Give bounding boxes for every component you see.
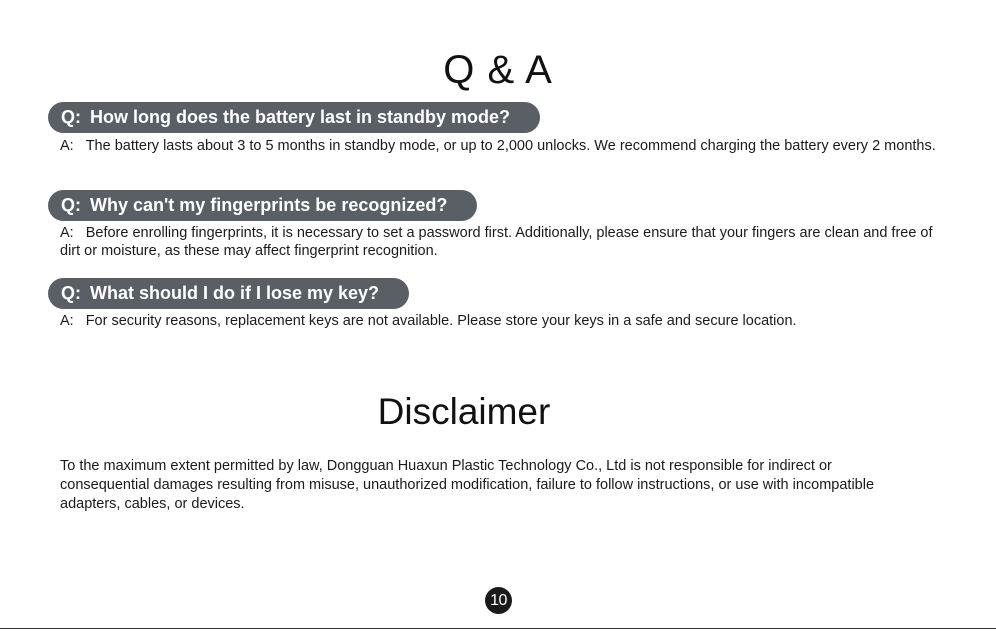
question-text: How long does the battery last in standby mode? (90, 107, 511, 127)
question-prefix: Q: (61, 195, 81, 215)
question-pill-lost-key (48, 278, 409, 309)
answer-prefix: A: (60, 225, 74, 241)
qa-title: Q & A (443, 48, 553, 92)
answer-lost-key (60, 312, 940, 330)
question-pill-fingerprint (48, 190, 477, 221)
answer-prefix: A: (60, 313, 74, 329)
question-text: What should I do if I lose my key? (90, 283, 380, 303)
answer-battery (60, 137, 940, 155)
question-pill-battery (48, 102, 540, 133)
disclaimer-title: Disclaimer (377, 391, 551, 432)
answer-text: Before enrolling fingerprints, it is necessary to set a password first. Additionally, please ensure that your fingers are clean and free of dirt or moisture, as these may affect fingerprint recognition. (60, 225, 933, 259)
question-prefix: Q: (61, 107, 81, 127)
question-prefix: Q: (61, 283, 81, 303)
bottom-divider (0, 628, 996, 629)
answer-text: For security reasons, replacement keys are not available. Please store your keys in a safe and secure location. (85, 313, 797, 329)
answer-text: The battery lasts about 3 to 5 months in standby mode, or up to 2,000 unlocks. We recommend charging the battery every 2 months. (85, 138, 936, 154)
question-text: Why can't my fingerprints be recognized? (90, 195, 448, 215)
answer-fingerprint (60, 224, 940, 260)
page-number-badge: 10 (485, 587, 512, 614)
answer-prefix: A: (60, 138, 74, 154)
disclaimer-text: To the maximum extent permitted by law, Dongguan Huaxun Plastic Technology Co., Ltd is not responsible for indirect or consequential damages resulting from misuse, unauthorized modification, failure to follow instructions, or use with incompatible adapters, cables, or devices. (60, 458, 875, 512)
